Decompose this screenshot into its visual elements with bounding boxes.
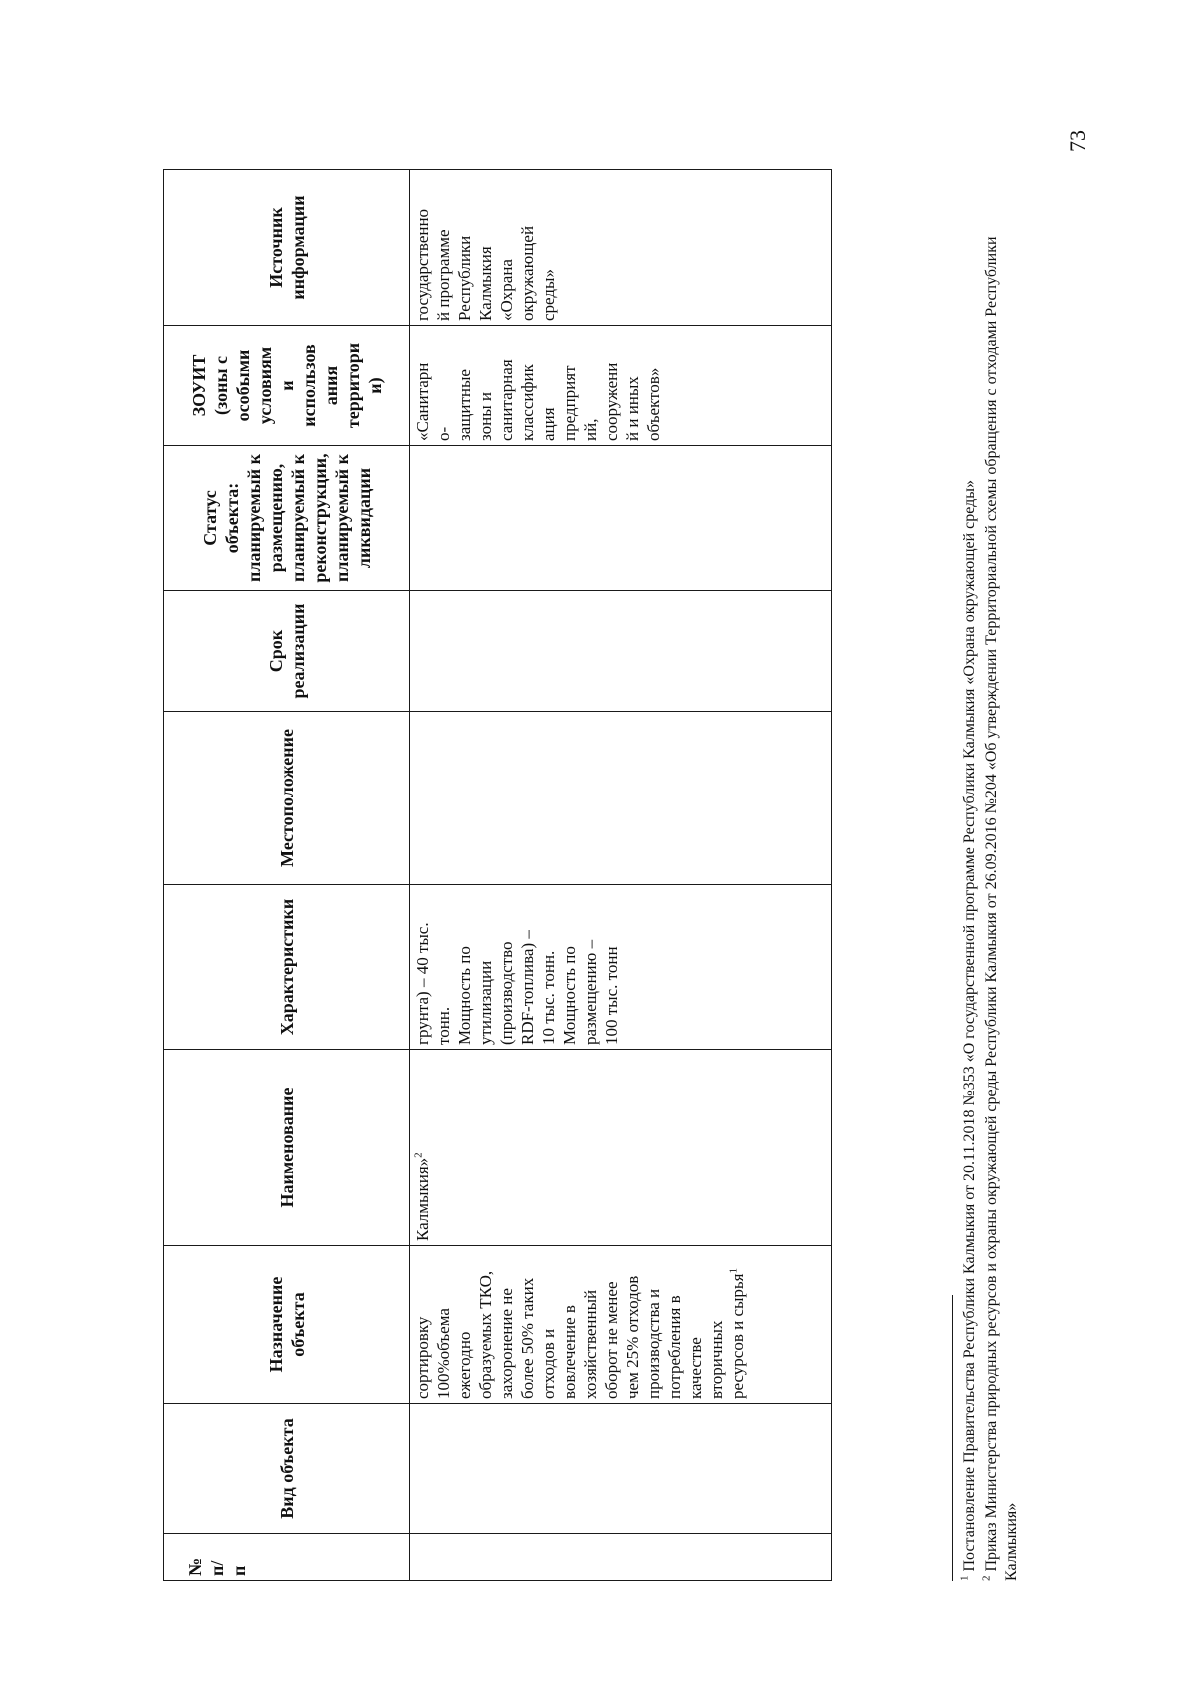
header-term: Срок реализации — [164, 591, 410, 712]
header-name: Наименование — [164, 1050, 410, 1246]
cell-purpose-text: сортировку 100%объема ежегодно образуемых ТКО, захоронение не более 50% таких отходов и вовлечение в хозяйственный оборот не менее чем 25% отходов производства и потребления в качестве вторичных ресурсов и сырья — [413, 1270, 747, 1399]
footnote-separator — [952, 1295, 953, 1581]
cell-characteristics: грунта) – 40 тыс. тонн. Мощность по утилизации (производство RDF-топлива) – 10 тыс. тонн. Мощность по размещению – 100 тыс. тонн — [410, 885, 832, 1050]
cell-purpose — [410, 1246, 832, 1404]
footnote-1-text: Постановление Правительства Республики Калмыкия от 20.11.2018 №353 «О государственной программе Республики Калмыкия «Охрана окружающей среды» — [961, 479, 978, 1572]
cell-source: государственно й программе Республики Калмыкия «Охрана окружающей среды» — [410, 170, 832, 326]
footnote-1-mark: 1 — [958, 1575, 971, 1581]
cell-location — [410, 712, 832, 885]
footnote-ref-2: 2 — [412, 1152, 425, 1158]
cell-num — [410, 1534, 832, 1581]
footnote-2-text: Приказ Министерства природных ресурсов и охраны окружающей среды Республики Калмыкия от 26.09.2016 №204 «Об утверждении Территориальной схемы обращения с отходами Республики Калмыкия» — [983, 236, 1020, 1581]
footnotes — [960, 161, 1024, 1581]
page-number: 73 — [1065, 130, 1090, 152]
facilities-table — [163, 169, 832, 1581]
header-location: Местоположение — [164, 712, 410, 885]
cell-name — [410, 1050, 832, 1246]
table-header-row — [164, 170, 410, 1581]
header-num: № п/ п — [164, 1534, 410, 1581]
header-status: Статус объекта: планируемый к размещению, планируемый к реконструкции, планируемый к ликвидации — [164, 446, 410, 591]
cell-type — [410, 1404, 832, 1534]
cell-zouit: «Санитарн о- защитные зоны и санитарная классифик ация предприят ий, сооружени й и иных объектов» — [410, 326, 832, 446]
footnote-1 — [960, 161, 980, 1581]
header-zouit: ЗОУИТ (зоны с особыми условиям и использов ания территори и) — [164, 326, 410, 446]
header-purpose: Назначение объекта — [164, 1246, 410, 1404]
footnote-2 — [982, 161, 1022, 1581]
footnote-2-mark: 2 — [980, 1575, 993, 1581]
header-source: Источник информации — [164, 170, 410, 326]
cell-status — [410, 446, 832, 591]
table-row — [410, 170, 832, 1581]
footnote-ref-1: 1 — [727, 1268, 740, 1274]
header-type: Вид объекта — [164, 1404, 410, 1534]
cell-name-text: Калмыкия» — [413, 1157, 432, 1241]
cell-term — [410, 591, 832, 712]
header-characteristics: Характеристики — [164, 885, 410, 1050]
